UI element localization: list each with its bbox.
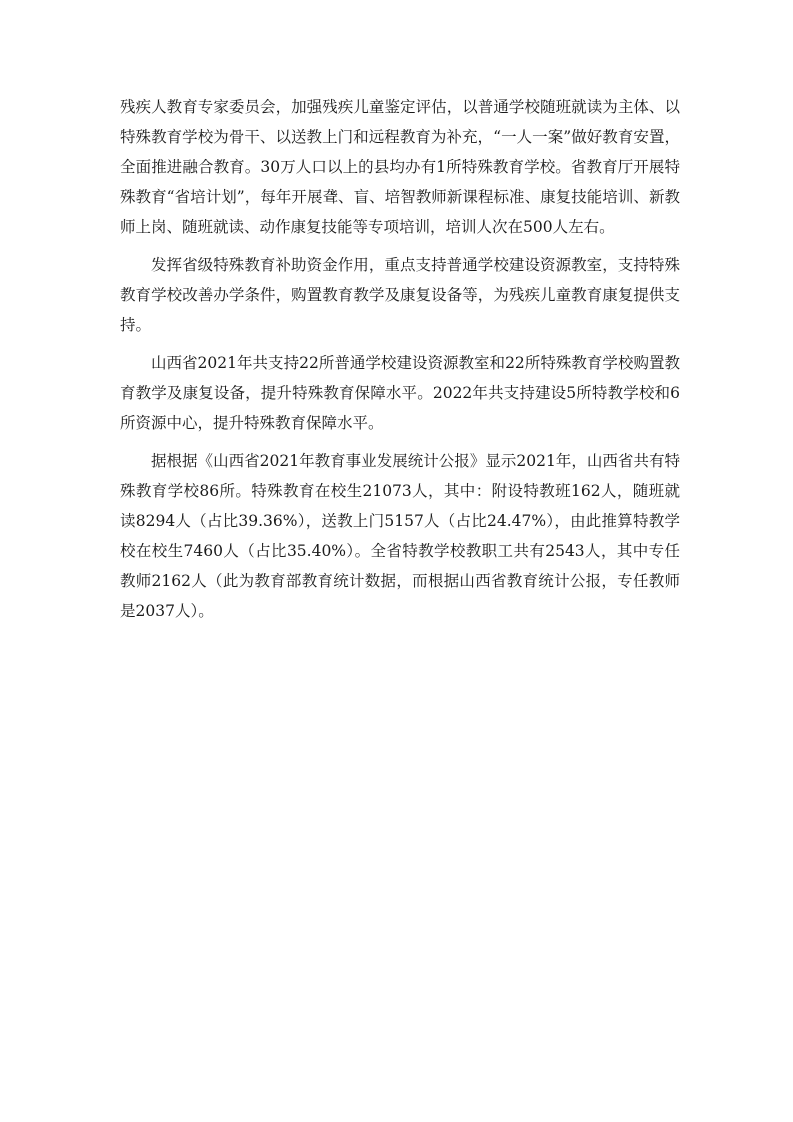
paragraph-subsidy-funds: 发挥省级特殊教育补助资金作用，重点支持普通学校建设资源教室，支持特殊教育学校改善办学条件，购置教育教学及康复设备等，为残疾儿童教育康复提供支持。	[120, 256, 680, 334]
paragraph-statistics-bulletin: 据根据《山西省2021年教育事业发展统计公报》显示2021年，山西省共有特殊教育学校86所。特殊教育在校生21073人，其中：附设特教班162人，随班就读8294人（占比39.36%），送教上门5157人（占比24.47%），由此推算特教学校在校生7460人（占比35.40%）。全省特教学校教职工共有2543人，其中专任教师2162人（此为教育部教育统计数据，而根据山西省教育统计公报，专任教师是2037人）。	[120, 452, 680, 620]
document-page	[120, 92, 680, 626]
paragraph-special-education-committee: 残疾人教育专家委员会，加强残疾儿童鉴定评估，以普通学校随班就读为主体、以特殊教育学校为骨干、以送教上门和远程教育为补充，“一人一案”做好教育安置，全面推进融合教育。30万人口以上的县均办有1所特殊教育学校。省教育厅开展特殊教育“省培计划”，每年开展聋、盲、培智教师新课程标准、康复技能培训、新教师上岗、随班就读、动作康复技能等专项培训，培训人次在500人左右。	[120, 98, 680, 236]
paragraph-shanxi-support: 山西省2021年共支持22所普通学校建设资源教室和22所特殊教育学校购置教育教学及康复设备，提升特殊教育保障水平。2022年共支持建设5所特教学校和6所资源中心，提升特殊教育保障水平。	[120, 354, 680, 432]
